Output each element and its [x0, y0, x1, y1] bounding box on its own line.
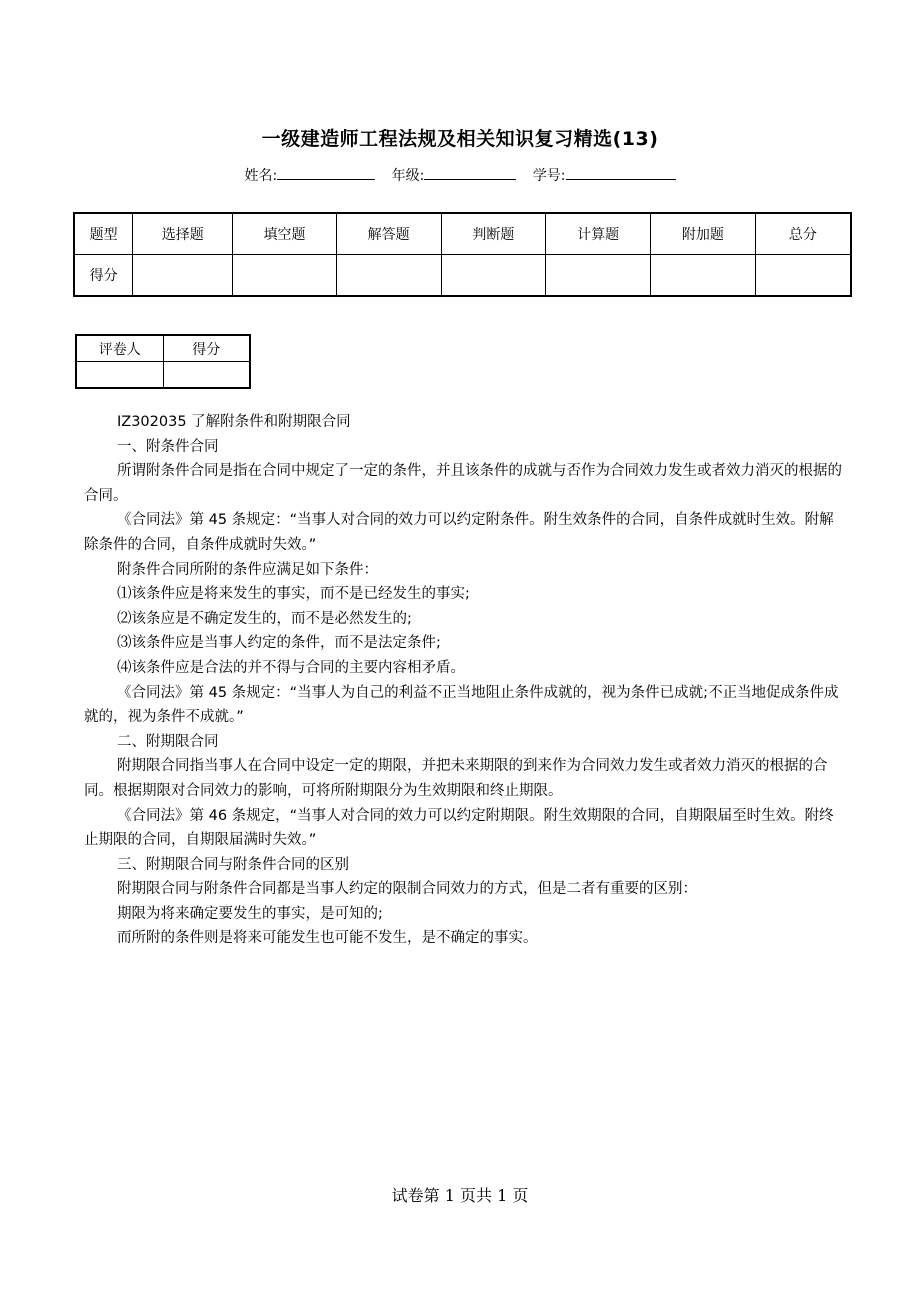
id-label: 学号:	[532, 168, 566, 184]
score-table-score-row	[74, 255, 851, 297]
grade-label: 年级:	[391, 168, 425, 184]
grader-table-empty-row	[76, 362, 250, 389]
list-item: ⑶该条件应是当事人约定的条件，而不是法定条件;	[117, 635, 441, 652]
score-header-cell: 附加题	[650, 213, 755, 255]
list-item: ⑴该条件应是将来发生的事实，而不是已经发生的事实;	[117, 586, 470, 603]
grader-header-cell: 得分	[163, 335, 250, 362]
paragraph: 期限为将来确定要发生的事实，是可知的;	[117, 905, 383, 922]
grader-table	[75, 334, 251, 389]
score-cell	[441, 255, 546, 297]
student-info-line	[0, 165, 920, 185]
score-header-cell: 判断题	[441, 213, 546, 255]
score-header-cell: 填空题	[233, 213, 337, 255]
grader-cell	[76, 362, 163, 389]
section-heading: 二、附期限合同	[117, 733, 219, 750]
grade-blank	[424, 165, 516, 180]
score-header-cell: 解答题	[336, 213, 441, 255]
score-header-cell: 计算题	[546, 213, 651, 255]
grader-header-cell: 评卷人	[76, 335, 163, 362]
list-item: ⑵该条应是不确定发生的，而不是必然发生的;	[117, 610, 412, 627]
paragraph: 《合同法》第 45 条规定：“当事人对合同的效力可以约定附条件。附生效条件的合同，自条件成就时生效。附解除条件的合同，自条件成就时失效。”	[84, 512, 834, 553]
id-blank	[566, 165, 676, 180]
score-cell	[133, 255, 233, 297]
name-blank	[277, 165, 375, 180]
score-cell	[336, 255, 441, 297]
paragraph: 《合同法》第 45 条规定：“当事人为自己的利益不正当地阻止条件成就的，视为条件已成就;不正当地促成条件成就的，视为条件不成就。”	[84, 684, 839, 726]
score-header-cell: 选择题	[133, 213, 233, 255]
paragraph: IZ302035 了解附条件和附期限合同	[117, 414, 351, 430]
score-row-label: 得分	[74, 255, 133, 297]
score-cell	[546, 255, 651, 297]
score-table-header-row	[74, 213, 851, 255]
paragraph: 附期限合同指当事人在合同中设定一定的期限，并把未来期限的到来作为合同效力发生或者效力消灭的根据的合同。根据期限对合同效力的影响，可将所附期限分为生效期限和终止期限。	[84, 758, 828, 799]
paragraph: 《合同法》第 46 条规定，“当事人对合同的效力可以约定附期限。附生效期限的合同，自期限届至时生效。附终止期限的合同，自期限届满时失效。”	[84, 807, 834, 849]
score-table	[73, 212, 852, 297]
document-title: 一级建造师工程法规及相关知识复习精选(13)	[261, 128, 659, 150]
page-footer: 试卷第 1 页共 1 页	[391, 1186, 529, 1205]
name-label: 姓名:	[244, 168, 278, 184]
grader-table-header-row	[76, 335, 250, 362]
section-heading: 一、附条件合同	[117, 438, 219, 455]
document-body	[84, 410, 842, 951]
paragraph: 而所附的条件则是将来可能发生也可能不发生，是不确定的事实。	[117, 930, 538, 947]
paragraph: 所谓附条件合同是指在合同中规定了一定的条件，并且该条件的成就与否作为合同效力发生或者效力消灭的根据的合同。	[84, 463, 842, 504]
paragraph: 附期限合同与附条件合同都是当事人约定的限制合同效力的方式，但是二者有重要的区别：	[117, 881, 697, 898]
list-item: ⑷该条件应是合法的并不得与合同的主要内容相矛盾。	[117, 659, 465, 676]
score-cell	[755, 255, 851, 297]
paragraph: 附条件合同所附的条件应满足如下条件：	[117, 561, 378, 578]
grader-cell	[163, 362, 250, 389]
score-cell	[233, 255, 337, 297]
score-header-cell: 题型	[74, 213, 133, 255]
score-cell	[650, 255, 755, 297]
section-heading: 三、附期限合同与附条件合同的区别	[117, 856, 349, 873]
score-header-cell: 总分	[755, 213, 851, 255]
